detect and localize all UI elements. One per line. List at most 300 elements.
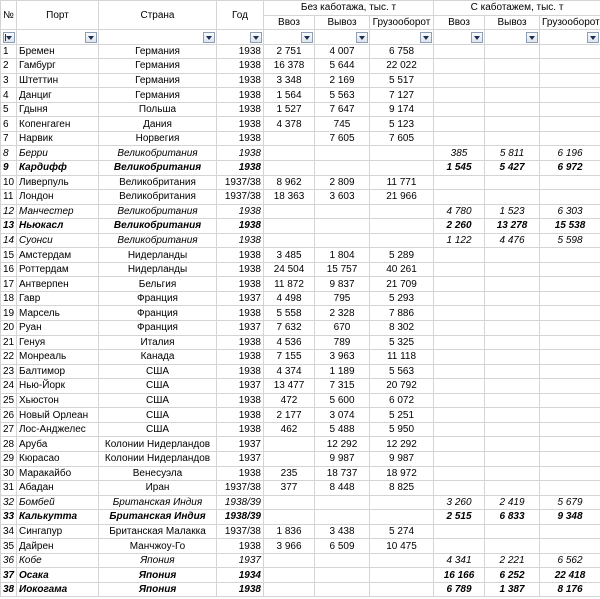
cell-b-import[interactable]: 4 341 [434,553,485,568]
cell-a-turnover[interactable]: 20 792 [370,379,434,394]
cell-a-turnover[interactable]: 5 123 [370,117,434,132]
cell-a-import[interactable]: 377 [264,481,315,496]
cell-year[interactable]: 1938 [217,59,264,74]
cell-b-turnover[interactable] [540,408,600,423]
cell-port[interactable]: Ньюкасл [17,219,99,234]
cell-port[interactable]: Бремен [17,44,99,59]
cell-year[interactable]: 1938 [217,466,264,481]
cell-a-export[interactable] [315,204,370,219]
cell-port[interactable]: Амстердам [17,248,99,263]
cell-country[interactable]: Канада [99,350,217,365]
cell-b-turnover[interactable] [540,524,600,539]
cell-a-import[interactable]: 3 966 [264,539,315,554]
cell-a-turnover[interactable]: 6 758 [370,44,434,59]
cell-b-import[interactable] [434,88,485,103]
cell-country[interactable]: Британская Индия [99,495,217,510]
cell-a-turnover[interactable]: 8 302 [370,321,434,336]
cell-port[interactable]: Хьюстон [17,393,99,408]
cell-port[interactable]: Кардифф [17,161,99,176]
cell-a-import[interactable]: 3 485 [264,248,315,263]
cell-a-export[interactable] [315,146,370,161]
cell-b-export[interactable]: 4 476 [485,233,540,248]
cell-a-import[interactable] [264,582,315,597]
filter-dropdown-icon[interactable] [85,32,97,43]
cell-country[interactable]: Япония [99,582,217,597]
cell-b-import[interactable]: 16 166 [434,568,485,583]
cell-a-export[interactable] [315,553,370,568]
cell-country[interactable]: Колонии Нидерландов [99,437,217,452]
cell-b-import[interactable] [434,437,485,452]
cell-b-turnover[interactable]: 5 679 [540,495,600,510]
cell-b-export[interactable] [485,539,540,554]
cell-a-turnover[interactable]: 11 118 [370,350,434,365]
cell-country[interactable]: Великобритания [99,190,217,205]
cell-port[interactable]: Копенгаген [17,117,99,132]
cell-year[interactable]: 1937 [217,321,264,336]
cell-b-turnover[interactable] [540,131,600,146]
cell-b-import[interactable] [434,524,485,539]
cell-b-import[interactable] [434,422,485,437]
cell-country[interactable]: Франция [99,291,217,306]
cell-year[interactable]: 1938 [217,73,264,88]
cell-country[interactable]: Бельгия [99,277,217,292]
cell-a-import[interactable]: 24 504 [264,262,315,277]
cell-a-export[interactable]: 9 987 [315,451,370,466]
cell-a-import[interactable]: 8 962 [264,175,315,190]
cell-a-import[interactable]: 4 378 [264,117,315,132]
cell-num[interactable]: 8 [1,146,17,161]
cell-country[interactable]: Нидерланды [99,248,217,263]
cell-a-export[interactable] [315,233,370,248]
cell-country[interactable]: Нидерланды [99,262,217,277]
cell-a-export[interactable]: 3 438 [315,524,370,539]
cell-port[interactable]: Лос-Анджелес [17,422,99,437]
cell-num[interactable]: 21 [1,335,17,350]
cell-num[interactable]: 36 [1,553,17,568]
cell-a-export[interactable]: 15 757 [315,262,370,277]
cell-port[interactable]: Бомбей [17,495,99,510]
cell-a-import[interactable] [264,131,315,146]
cell-year[interactable]: 1938/39 [217,510,264,525]
cell-port[interactable]: Кобе [17,553,99,568]
cell-b-turnover[interactable] [540,481,600,496]
cell-year[interactable]: 1938 [217,582,264,597]
cell-b-export[interactable] [485,364,540,379]
cell-b-export[interactable] [485,466,540,481]
cell-a-import[interactable] [264,437,315,452]
cell-b-export[interactable]: 5 427 [485,161,540,176]
cell-port[interactable]: Берри [17,146,99,161]
cell-b-export[interactable]: 13 278 [485,219,540,234]
cell-b-turnover[interactable] [540,175,600,190]
cell-b-import[interactable]: 2 515 [434,510,485,525]
cell-a-turnover[interactable]: 9 987 [370,451,434,466]
cell-a-import[interactable]: 4 374 [264,364,315,379]
cell-b-export[interactable]: 5 811 [485,146,540,161]
cell-a-export[interactable]: 1 189 [315,364,370,379]
cell-year[interactable]: 1938 [217,88,264,103]
cell-b-turnover[interactable] [540,393,600,408]
cell-a-export[interactable]: 795 [315,291,370,306]
cell-country[interactable]: Дания [99,117,217,132]
cell-a-export[interactable]: 7 647 [315,102,370,117]
cell-a-turnover[interactable]: 8 825 [370,481,434,496]
cell-port[interactable]: Абадан [17,481,99,496]
cell-a-export[interactable]: 5 644 [315,59,370,74]
cell-port[interactable]: Сингапур [17,524,99,539]
cell-a-turnover[interactable] [370,510,434,525]
cell-country[interactable]: Великобритания [99,219,217,234]
cell-b-export[interactable] [485,73,540,88]
cell-b-import[interactable] [434,350,485,365]
cell-b-turnover[interactable] [540,539,600,554]
cell-year[interactable]: 1938 [217,364,264,379]
cell-port[interactable]: Аруба [17,437,99,452]
cell-country[interactable]: Франция [99,321,217,336]
cell-b-export[interactable] [485,59,540,74]
cell-year[interactable]: 1938 [217,102,264,117]
cell-b-turnover[interactable] [540,306,600,321]
cell-a-import[interactable]: 5 558 [264,306,315,321]
cell-country[interactable]: Германия [99,59,217,74]
cell-a-turnover[interactable]: 21 966 [370,190,434,205]
cell-a-export[interactable]: 5 563 [315,88,370,103]
cell-port[interactable]: Гавр [17,291,99,306]
cell-num[interactable]: 18 [1,291,17,306]
cell-b-export[interactable] [485,481,540,496]
cell-a-import[interactable] [264,553,315,568]
cell-b-turnover[interactable]: 15 538 [540,219,600,234]
cell-b-import[interactable] [434,379,485,394]
cell-a-export[interactable] [315,582,370,597]
cell-a-export[interactable]: 9 837 [315,277,370,292]
cell-b-import[interactable] [434,73,485,88]
cell-a-export[interactable] [315,568,370,583]
cell-a-import[interactable]: 235 [264,466,315,481]
cell-country[interactable]: Италия [99,335,217,350]
cell-country[interactable]: Великобритания [99,233,217,248]
cell-a-import[interactable] [264,233,315,248]
cell-year[interactable]: 1938 [217,204,264,219]
cell-year[interactable]: 1938 [217,393,264,408]
cell-b-import[interactable] [434,393,485,408]
cell-a-turnover[interactable]: 10 475 [370,539,434,554]
cell-b-turnover[interactable] [540,321,600,336]
cell-a-export[interactable]: 3 074 [315,408,370,423]
cell-a-turnover[interactable] [370,582,434,597]
cell-country[interactable]: США [99,364,217,379]
cell-year[interactable]: 1937/38 [217,190,264,205]
cell-a-import[interactable]: 472 [264,393,315,408]
cell-a-turnover[interactable]: 5 325 [370,335,434,350]
cell-a-turnover[interactable]: 5 950 [370,422,434,437]
cell-a-import[interactable]: 16 378 [264,59,315,74]
cell-year[interactable]: 1938 [217,335,264,350]
cell-b-turnover[interactable]: 6 972 [540,161,600,176]
filter-dropdown-icon[interactable] [203,32,215,43]
cell-port[interactable]: Нью-Йорк [17,379,99,394]
cell-country[interactable]: Иран [99,481,217,496]
sort-ascending-filter-icon[interactable] [3,32,15,43]
cell-country[interactable]: США [99,379,217,394]
cell-country[interactable]: США [99,393,217,408]
cell-b-turnover[interactable] [540,350,600,365]
cell-a-export[interactable]: 3 963 [315,350,370,365]
cell-num[interactable]: 35 [1,539,17,554]
cell-country[interactable]: Великобритания [99,146,217,161]
cell-year[interactable]: 1938/39 [217,495,264,510]
cell-a-export[interactable]: 2 169 [315,73,370,88]
cell-year[interactable]: 1934 [217,568,264,583]
cell-a-turnover[interactable] [370,233,434,248]
cell-country[interactable]: Япония [99,553,217,568]
cell-year[interactable]: 1938 [217,408,264,423]
cell-a-turnover[interactable] [370,146,434,161]
cell-port[interactable]: Генуя [17,335,99,350]
cell-a-turnover[interactable]: 9 174 [370,102,434,117]
cell-a-import[interactable] [264,451,315,466]
cell-a-turnover[interactable]: 11 771 [370,175,434,190]
cell-port[interactable]: Кюрасао [17,451,99,466]
cell-b-turnover[interactable] [540,364,600,379]
cell-num[interactable]: 29 [1,451,17,466]
filter-dropdown-icon[interactable] [526,32,538,43]
cell-port[interactable]: Суонси [17,233,99,248]
cell-year[interactable]: 1938 [217,306,264,321]
cell-b-import[interactable] [434,131,485,146]
cell-year[interactable]: 1937/38 [217,524,264,539]
cell-num[interactable]: 16 [1,262,17,277]
cell-b-import[interactable] [434,59,485,74]
cell-b-export[interactable] [485,321,540,336]
cell-num[interactable]: 6 [1,117,17,132]
cell-b-export[interactable] [485,190,540,205]
cell-a-turnover[interactable]: 6 072 [370,393,434,408]
cell-b-turnover[interactable] [540,277,600,292]
cell-b-import[interactable] [434,306,485,321]
cell-b-export[interactable] [485,437,540,452]
cell-num[interactable]: 10 [1,175,17,190]
cell-a-import[interactable]: 4 498 [264,291,315,306]
cell-a-import[interactable] [264,495,315,510]
cell-year[interactable]: 1938 [217,131,264,146]
cell-a-import[interactable] [264,510,315,525]
cell-num[interactable]: 38 [1,582,17,597]
cell-a-turnover[interactable]: 21 709 [370,277,434,292]
cell-b-export[interactable] [485,102,540,117]
cell-country[interactable]: Великобритания [99,204,217,219]
cell-a-turnover[interactable]: 40 261 [370,262,434,277]
cell-b-export[interactable] [485,408,540,423]
cell-country[interactable]: Венесуэла [99,466,217,481]
cell-b-export[interactable] [485,117,540,132]
cell-num[interactable]: 34 [1,524,17,539]
cell-b-export[interactable] [485,524,540,539]
cell-year[interactable]: 1938 [217,539,264,554]
cell-b-import[interactable]: 1 545 [434,161,485,176]
cell-b-export[interactable] [485,379,540,394]
cell-a-turnover[interactable]: 5 563 [370,364,434,379]
cell-b-import[interactable] [434,44,485,59]
cell-b-export[interactable] [485,88,540,103]
cell-port[interactable]: Антверпен [17,277,99,292]
cell-num[interactable]: 27 [1,422,17,437]
cell-num[interactable]: 19 [1,306,17,321]
cell-port[interactable]: Иокогама [17,582,99,597]
cell-a-export[interactable]: 2 809 [315,175,370,190]
cell-b-export[interactable] [485,44,540,59]
cell-port[interactable]: Калькутта [17,510,99,525]
cell-port[interactable]: Манчестер [17,204,99,219]
cell-b-export[interactable]: 6 833 [485,510,540,525]
cell-port[interactable]: Штеттин [17,73,99,88]
cell-port[interactable]: Гамбург [17,59,99,74]
filter-dropdown-icon[interactable] [250,32,262,43]
filter-dropdown-icon[interactable] [471,32,483,43]
cell-b-import[interactable] [434,481,485,496]
cell-a-export[interactable]: 7 605 [315,131,370,146]
cell-b-export[interactable] [485,248,540,263]
cell-a-import[interactable] [264,146,315,161]
cell-a-import[interactable]: 3 348 [264,73,315,88]
cell-a-export[interactable]: 4 007 [315,44,370,59]
cell-a-export[interactable]: 5 488 [315,422,370,437]
cell-country[interactable]: Британская Индия [99,510,217,525]
cell-b-import[interactable] [434,539,485,554]
filter-dropdown-icon[interactable] [356,32,368,43]
cell-year[interactable]: 1937 [217,553,264,568]
cell-num[interactable]: 33 [1,510,17,525]
cell-year[interactable]: 1937 [217,451,264,466]
cell-b-turnover[interactable]: 6 303 [540,204,600,219]
cell-num[interactable]: 12 [1,204,17,219]
cell-b-turnover[interactable]: 8 176 [540,582,600,597]
cell-port[interactable]: Осака [17,568,99,583]
cell-b-import[interactable]: 4 780 [434,204,485,219]
cell-num[interactable]: 3 [1,73,17,88]
cell-port[interactable]: Новый Орлеан [17,408,99,423]
cell-port[interactable]: Нарвик [17,131,99,146]
cell-a-turnover[interactable]: 5 274 [370,524,434,539]
cell-a-turnover[interactable] [370,204,434,219]
cell-b-import[interactable] [434,277,485,292]
cell-b-turnover[interactable] [540,291,600,306]
cell-b-import[interactable]: 6 789 [434,582,485,597]
cell-b-turnover[interactable] [540,451,600,466]
cell-b-turnover[interactable]: 22 418 [540,568,600,583]
cell-a-export[interactable]: 789 [315,335,370,350]
cell-b-export[interactable] [485,335,540,350]
cell-b-import[interactable]: 3 260 [434,495,485,510]
cell-a-turnover[interactable]: 7 605 [370,131,434,146]
cell-year[interactable]: 1938 [217,262,264,277]
cell-a-export[interactable]: 670 [315,321,370,336]
cell-b-turnover[interactable]: 5 598 [540,233,600,248]
cell-num[interactable]: 1 [1,44,17,59]
cell-num[interactable]: 4 [1,88,17,103]
cell-year[interactable]: 1938 [217,117,264,132]
cell-num[interactable]: 24 [1,379,17,394]
cell-port[interactable]: Гдыня [17,102,99,117]
cell-a-import[interactable]: 1 527 [264,102,315,117]
cell-b-export[interactable]: 1 523 [485,204,540,219]
cell-num[interactable]: 2 [1,59,17,74]
cell-a-import[interactable]: 7 632 [264,321,315,336]
cell-b-turnover[interactable] [540,88,600,103]
cell-b-import[interactable] [434,335,485,350]
cell-b-export[interactable]: 6 252 [485,568,540,583]
cell-num[interactable]: 37 [1,568,17,583]
cell-country[interactable]: Германия [99,44,217,59]
cell-a-import[interactable]: 13 477 [264,379,315,394]
cell-a-export[interactable]: 5 600 [315,393,370,408]
cell-b-import[interactable] [434,408,485,423]
cell-a-turnover[interactable]: 7 127 [370,88,434,103]
cell-country[interactable]: Польша [99,102,217,117]
cell-country[interactable]: США [99,408,217,423]
cell-a-export[interactable]: 3 603 [315,190,370,205]
cell-b-import[interactable] [434,262,485,277]
cell-num[interactable]: 17 [1,277,17,292]
cell-b-import[interactable] [434,451,485,466]
cell-num[interactable]: 26 [1,408,17,423]
cell-a-turnover[interactable]: 5 517 [370,73,434,88]
cell-a-import[interactable]: 18 363 [264,190,315,205]
cell-b-export[interactable]: 2 419 [485,495,540,510]
cell-a-turnover[interactable] [370,161,434,176]
cell-a-import[interactable]: 7 155 [264,350,315,365]
cell-b-import[interactable] [434,321,485,336]
cell-b-import[interactable] [434,248,485,263]
cell-country[interactable]: Германия [99,73,217,88]
cell-country[interactable]: Великобритания [99,175,217,190]
cell-b-import[interactable] [434,466,485,481]
cell-b-export[interactable] [485,451,540,466]
cell-b-export[interactable] [485,291,540,306]
cell-port[interactable]: Руан [17,321,99,336]
cell-num[interactable]: 7 [1,131,17,146]
cell-b-export[interactable] [485,262,540,277]
cell-country[interactable]: Великобритания [99,161,217,176]
cell-b-turnover[interactable] [540,59,600,74]
cell-port[interactable]: Марсель [17,306,99,321]
cell-b-import[interactable] [434,102,485,117]
cell-a-turnover[interactable] [370,568,434,583]
cell-b-import[interactable]: 385 [434,146,485,161]
cell-b-export[interactable] [485,393,540,408]
cell-a-export[interactable]: 18 737 [315,466,370,481]
cell-country[interactable]: США [99,422,217,437]
cell-a-import[interactable]: 1 836 [264,524,315,539]
cell-num[interactable]: 14 [1,233,17,248]
cell-year[interactable]: 1938 [217,277,264,292]
cell-b-import[interactable] [434,190,485,205]
cell-b-import[interactable] [434,291,485,306]
cell-a-export[interactable]: 6 509 [315,539,370,554]
cell-country[interactable]: Колонии Нидерландов [99,451,217,466]
cell-b-turnover[interactable]: 6 196 [540,146,600,161]
cell-b-turnover[interactable] [540,102,600,117]
cell-port[interactable]: Роттердам [17,262,99,277]
cell-year[interactable]: 1937 [217,437,264,452]
cell-b-export[interactable] [485,131,540,146]
cell-b-export[interactable] [485,350,540,365]
filter-dropdown-icon[interactable] [587,32,599,43]
cell-b-export[interactable]: 1 387 [485,582,540,597]
cell-b-turnover[interactable] [540,190,600,205]
cell-b-export[interactable] [485,306,540,321]
cell-num[interactable]: 15 [1,248,17,263]
